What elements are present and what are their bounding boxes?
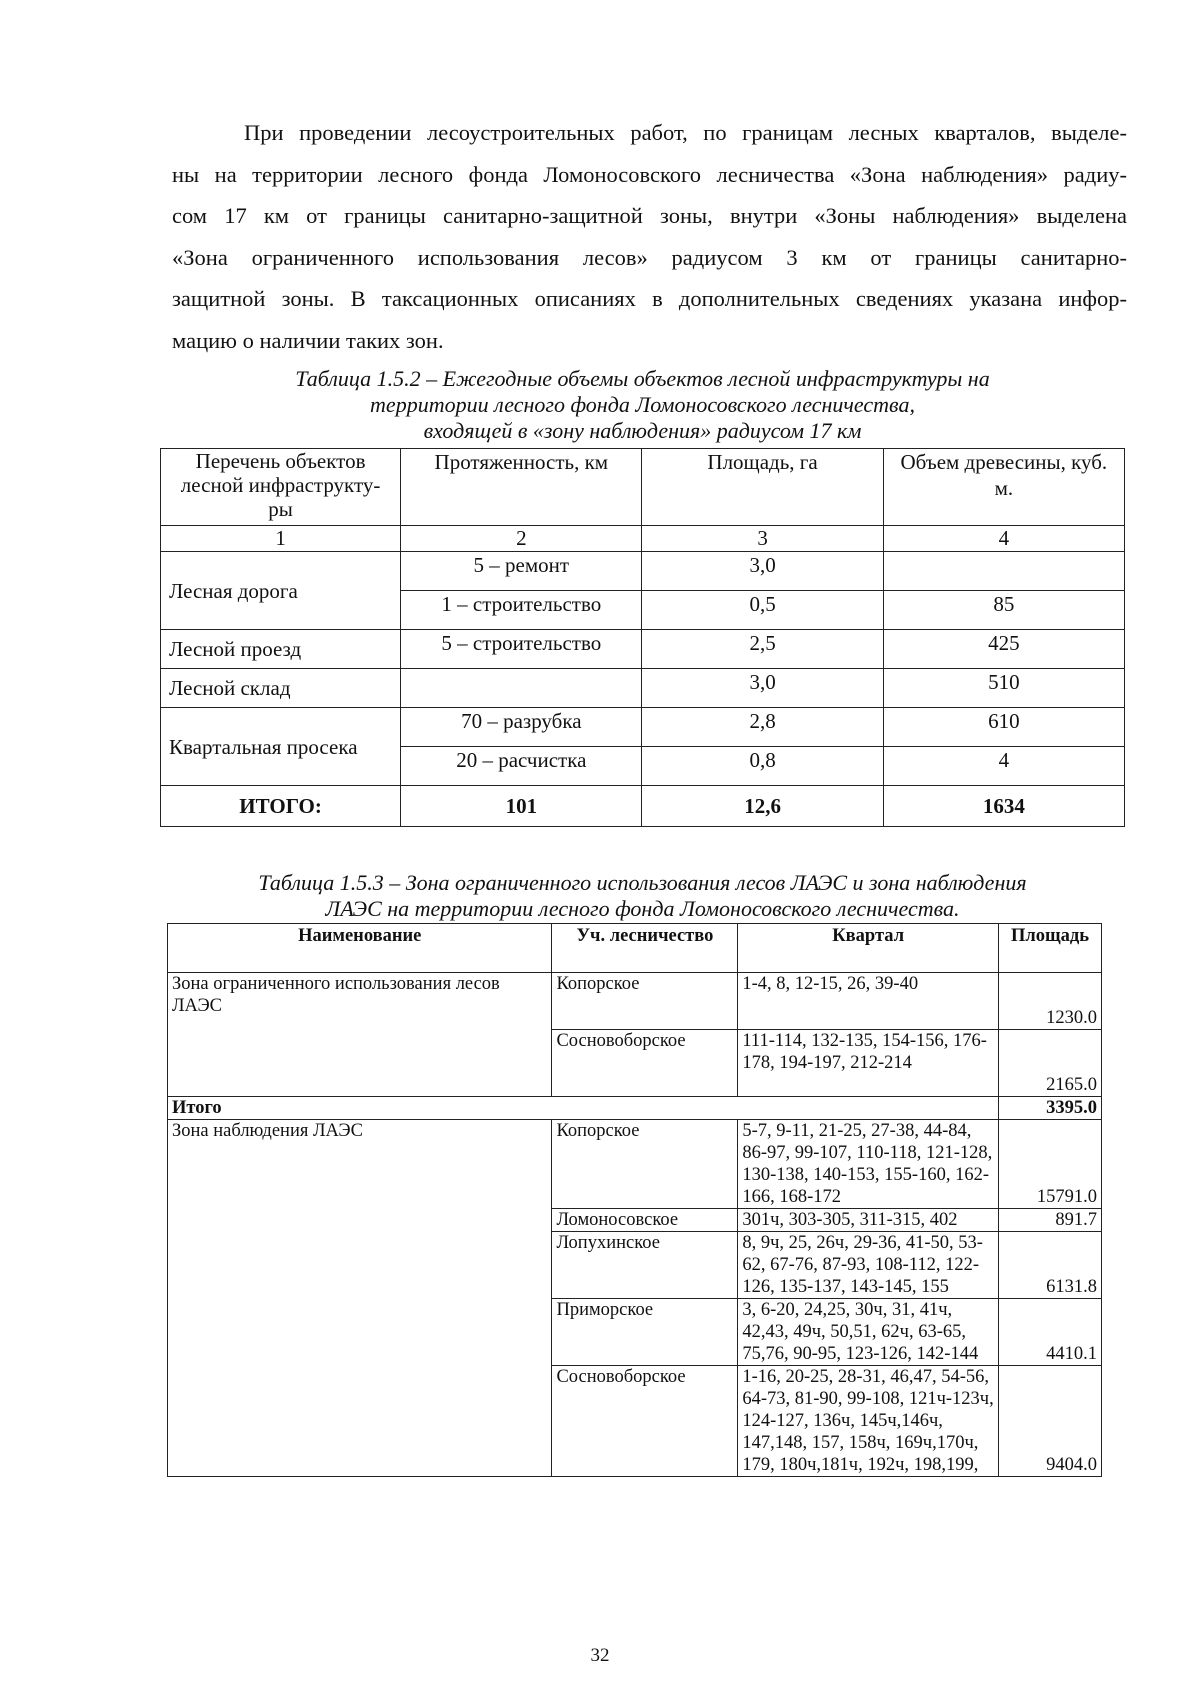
district-cell: Приморское xyxy=(552,1299,738,1366)
total-area: 12,6 xyxy=(642,786,883,827)
table-row xyxy=(161,708,1125,747)
district-cell: Копорское xyxy=(552,973,738,1030)
area-cell: 3,0 xyxy=(642,669,883,708)
zone-name: Зона ограниченного использования лесов ЛАЭС xyxy=(168,973,552,1097)
caption-line: территории лесного фонда Ломоносовского лесничества, xyxy=(370,392,915,417)
area-cell: 4410.1 xyxy=(999,1299,1102,1366)
table1-caption xyxy=(160,366,1125,444)
volume-cell xyxy=(883,552,1124,591)
length-cell xyxy=(401,669,642,708)
table-row xyxy=(161,552,1125,591)
area-cell: 2,5 xyxy=(642,630,883,669)
table-row xyxy=(168,1120,1102,1209)
total-row xyxy=(161,786,1125,827)
total-length: 101 xyxy=(401,786,642,827)
volume-cell: 510 xyxy=(883,669,1124,708)
length-cell: 1 – строительство xyxy=(401,591,642,630)
table-row xyxy=(161,630,1125,669)
infrastructure-table xyxy=(160,448,1125,827)
caption-line: Таблица 1.5.2 – Ежегодные объемы объектов лесной инфраструктуры на xyxy=(295,366,990,391)
district-cell: Ломоносовское xyxy=(552,1209,738,1232)
quarters-cell: 3, 6-20, 24,25, 30ч, 31, 41ч, 42,43, 49ч, 50,51, 62ч, 63-65, 75,76, 90-95, 123-126, 142-144 xyxy=(738,1299,999,1366)
quarters-cell: 1-16, 20-25, 28-31, 46,47, 54-56, 64-73, 81-90, 99-108, 121ч-123ч, 124-127, 136ч, 145ч,146ч, 147,148, 157, 158ч, 169ч,170ч, 179, 180ч,181ч, 192ч, 198,199, xyxy=(738,1366,999,1477)
volume-cell: 4 xyxy=(883,747,1124,786)
quarters-cell: 8, 9ч, 25, 26ч, 29-36, 41-50, 53-62, 67-76, 87-93, 108-112, 122-126, 135-137, 143-145, 155 xyxy=(738,1232,999,1299)
area-cell: 9404.0 xyxy=(999,1366,1102,1477)
volume-cell: 610 xyxy=(883,708,1124,747)
area-cell: 15791.0 xyxy=(999,1120,1102,1209)
header-cell: Площадь xyxy=(999,924,1102,973)
length-cell: 5 – ремонт xyxy=(401,552,642,591)
table-row xyxy=(168,973,1102,1030)
area-cell: 0,8 xyxy=(642,747,883,786)
itogo-row xyxy=(168,1097,1102,1120)
area-cell: 1230.0 xyxy=(999,973,1102,1030)
caption-line: ЛАЭС на территории лесного фонда Ломоносовского лесничества. xyxy=(325,896,960,921)
header-cell: Квартал xyxy=(738,924,999,973)
itogo-label: Итого xyxy=(168,1097,999,1120)
column-number: 3 xyxy=(642,526,883,552)
length-cell: 70 – разрубка xyxy=(401,708,642,747)
quarters-cell: 5-7, 9-11, 21-25, 27-38, 44-84, 86-97, 99-107, 110-118, 121-128, 130-138, 140-153, 155-160, 162-166, 168-172 xyxy=(738,1120,999,1209)
district-cell: Сосновоборское xyxy=(552,1030,738,1097)
paragraph-line: «Зона ограниченного использования лесов» радиусом 3 км от границы санитарно- xyxy=(172,244,1127,270)
area-cell: 0,5 xyxy=(642,591,883,630)
column-number: 1 xyxy=(161,526,401,552)
total-label: ИТОГО: xyxy=(161,786,401,827)
caption-line: Таблица 1.5.3 – Зона ограниченного использования лесов ЛАЭС и зона наблюдения xyxy=(258,870,1027,895)
volume-cell: 85 xyxy=(883,591,1124,630)
zone-name: Зона наблюдения ЛАЭС xyxy=(168,1120,552,1477)
area-cell: 6131.8 xyxy=(999,1232,1102,1299)
paragraph-line: ны на территории лесного фонда Ломоносовского лесничества «Зона наблюдения» радиу- xyxy=(172,161,1127,187)
district-cell: Сосновоборское xyxy=(552,1366,738,1477)
area-cell: 2,8 xyxy=(642,708,883,747)
area-cell: 891.7 xyxy=(999,1209,1102,1232)
object-name: Лесной проезд xyxy=(161,630,401,669)
header-cell: Перечень объектов лесной инфраструкту-ры xyxy=(161,449,401,526)
quarters-cell: 1-4, 8, 12-15, 26, 39-40 xyxy=(738,973,999,1030)
volume-cell: 425 xyxy=(883,630,1124,669)
district-cell: Копорское xyxy=(552,1120,738,1209)
table-header-row xyxy=(161,449,1125,526)
page-number: 32 xyxy=(590,1645,610,1666)
header-cell: Площадь, га xyxy=(642,449,883,526)
zones-table xyxy=(167,923,1102,1477)
header-cell: Уч. лесничество xyxy=(552,924,738,973)
object-name: Лесной склад xyxy=(161,669,401,708)
district-cell: Лопухинское xyxy=(552,1232,738,1299)
length-cell: 20 – расчистка xyxy=(401,747,642,786)
quarters-cell: 111-114, 132-135, 154-156, 176-178, 194-197, 212-214 xyxy=(738,1030,999,1097)
area-cell: 3,0 xyxy=(642,552,883,591)
paragraph-line: При проведении лесоустроительных работ, по границам лесных кварталов, выделе- xyxy=(244,120,1127,145)
paragraph-line: сом 17 км от границы санитарно-защитной зоны, внутри «Зоны наблюдения» выделена xyxy=(172,203,1127,228)
total-volume: 1634 xyxy=(883,786,1124,827)
paragraph-line: мацию о наличии таких зон. xyxy=(172,327,444,353)
caption-line: входящей в «зону наблюдения» радиусом 17 км xyxy=(423,418,862,443)
intro-paragraph xyxy=(172,112,1127,361)
table-row xyxy=(161,669,1125,708)
quarters-cell: 301ч, 303-305, 311-315, 402 xyxy=(738,1209,999,1232)
table2-caption xyxy=(160,870,1125,922)
header-cell: Протяженность, км xyxy=(401,449,642,526)
header-cell: Объем древесины, куб. м. xyxy=(883,449,1124,526)
column-number: 4 xyxy=(883,526,1124,552)
object-name: Квартальная просека xyxy=(161,708,401,786)
column-number-row xyxy=(161,526,1125,552)
length-cell: 5 – строительство xyxy=(401,630,642,669)
header-cell: Наименование xyxy=(168,924,552,973)
object-name: Лесная дорога xyxy=(161,552,401,630)
column-number: 2 xyxy=(401,526,642,552)
table-header-row xyxy=(168,924,1102,973)
itogo-area: 3395.0 xyxy=(999,1097,1102,1120)
area-cell: 2165.0 xyxy=(999,1030,1102,1097)
paragraph-line: защитной зоны. В таксационных описаниях в дополнительных сведениях указана инфор- xyxy=(172,286,1127,311)
